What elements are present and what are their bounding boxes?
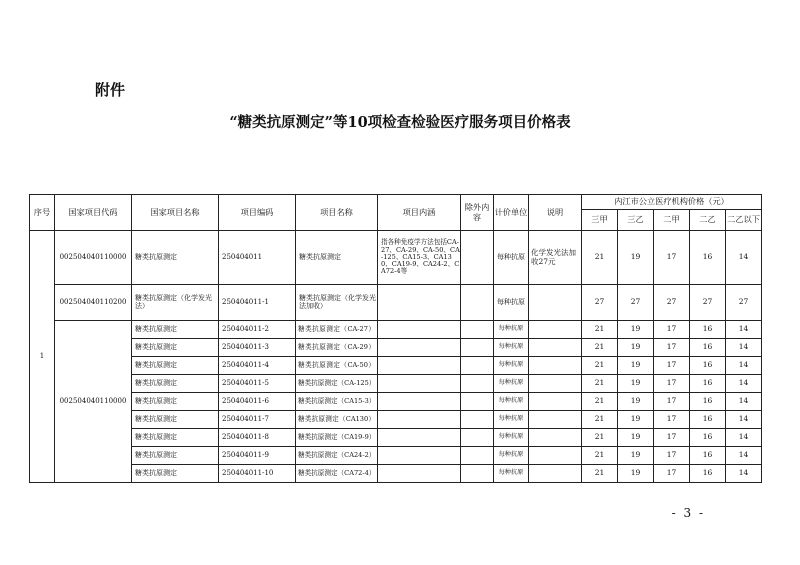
- group-national-code-cell: 002504040110000: [55, 321, 132, 483]
- price-cell: 16: [690, 375, 726, 393]
- content-cell: [378, 447, 461, 465]
- table-row: [30, 231, 762, 285]
- price-cell: 17: [654, 321, 690, 339]
- price-cell: 16: [690, 411, 726, 429]
- price-cell: 14: [726, 231, 762, 285]
- note-cell: 化学发光法加收27元: [529, 231, 582, 285]
- item-name-cell: 糖类抗原测定（CA15-3）: [296, 393, 378, 411]
- price-cell: 21: [582, 411, 618, 429]
- price-cell: 21: [582, 429, 618, 447]
- item-name-cell: 糖类抗原测定（CA-29）: [296, 339, 378, 357]
- item-code-cell: 250404011-3: [219, 339, 296, 357]
- unit-cell: 每种抗原: [494, 447, 529, 465]
- price-cell: 14: [726, 393, 762, 411]
- national-code-cell: 002504040110000: [55, 231, 132, 285]
- item-code-cell: 250404011-8: [219, 429, 296, 447]
- excluded-cell: [461, 339, 494, 357]
- table-row: [30, 339, 762, 357]
- unit-cell: 每种抗原: [494, 321, 529, 339]
- price-table: [29, 194, 762, 483]
- content-cell: 指各种免疫学方法包括CA-27、CA-29、CA-50、CA-125、CA15-3、CA130、CA19-9、CA24-2、CA72-4等: [378, 231, 461, 285]
- table-row: [30, 393, 762, 411]
- header-level-2: 三乙: [618, 210, 654, 231]
- price-cell: 19: [618, 429, 654, 447]
- item-code-cell: 250404011-9: [219, 447, 296, 465]
- national-name-cell: 糖类抗原测定: [132, 231, 219, 285]
- note-cell: [529, 429, 582, 447]
- excluded-cell: [461, 429, 494, 447]
- item-code-cell: 250404011: [219, 231, 296, 285]
- price-cell: 27: [726, 285, 762, 321]
- unit-cell: 每种抗原: [494, 429, 529, 447]
- content-cell: [378, 465, 461, 483]
- item-code-cell: 250404011-5: [219, 375, 296, 393]
- national-name-cell: 糖类抗原测定: [132, 321, 219, 339]
- item-code-cell: 250404011-6: [219, 393, 296, 411]
- table-row: [30, 375, 762, 393]
- item-name-cell: 糖类抗原测定（化学发光法加收）: [296, 285, 378, 321]
- note-cell: [529, 393, 582, 411]
- price-cell: 17: [654, 411, 690, 429]
- header-unit: 计价单位: [494, 195, 529, 231]
- price-cell: 17: [654, 375, 690, 393]
- price-cell: 14: [726, 321, 762, 339]
- content-cell: [378, 285, 461, 321]
- content-cell: [378, 411, 461, 429]
- unit-cell: 每种抗原: [494, 231, 529, 285]
- price-cell: 19: [618, 321, 654, 339]
- price-cell: 16: [690, 339, 726, 357]
- national-name-cell: 糖类抗原测定: [132, 357, 219, 375]
- item-name-cell: 糖类抗原测定（CA24-2）: [296, 447, 378, 465]
- excluded-cell: [461, 447, 494, 465]
- note-cell: [529, 321, 582, 339]
- price-cell: 17: [654, 339, 690, 357]
- header-content: 项目内涵: [378, 195, 461, 231]
- price-cell: 21: [582, 375, 618, 393]
- price-cell: 17: [654, 357, 690, 375]
- table-row: [30, 447, 762, 465]
- price-cell: 19: [618, 339, 654, 357]
- header-note: 说明: [529, 195, 582, 231]
- price-cell: 19: [618, 357, 654, 375]
- header-national-code: 国家项目代码: [55, 195, 132, 231]
- price-cell: 17: [654, 447, 690, 465]
- price-cell: 14: [726, 375, 762, 393]
- item-name-cell: 糖类抗原测定（CA72-4）: [296, 465, 378, 483]
- note-cell: [529, 375, 582, 393]
- table-row: [30, 411, 762, 429]
- header-level-4: 二乙: [690, 210, 726, 231]
- note-cell: [529, 285, 582, 321]
- national-code-cell: 002504040110200: [55, 285, 132, 321]
- item-code-cell: 250404011-10: [219, 465, 296, 483]
- excluded-cell: [461, 285, 494, 321]
- price-cell: 21: [582, 339, 618, 357]
- page-number: - 3 -: [671, 506, 705, 520]
- content-cell: [378, 429, 461, 447]
- header-national-name: 国家项目名称: [132, 195, 219, 231]
- price-cell: 16: [690, 357, 726, 375]
- price-cell: 27: [654, 285, 690, 321]
- note-cell: [529, 447, 582, 465]
- price-cell: 16: [690, 465, 726, 483]
- unit-cell: 每种抗原: [494, 357, 529, 375]
- price-cell: 21: [582, 321, 618, 339]
- excluded-cell: [461, 231, 494, 285]
- price-cell: 17: [654, 393, 690, 411]
- price-cell: 14: [726, 339, 762, 357]
- excluded-cell: [461, 411, 494, 429]
- item-name-cell: 糖类抗原测定: [296, 231, 378, 285]
- unit-cell: 每种抗原: [494, 393, 529, 411]
- price-cell: 21: [582, 447, 618, 465]
- price-cell: 17: [654, 465, 690, 483]
- price-cell: 19: [618, 393, 654, 411]
- price-cell: 14: [726, 429, 762, 447]
- note-cell: [529, 411, 582, 429]
- header-item-name: 项目名称: [296, 195, 378, 231]
- content-cell: [378, 339, 461, 357]
- price-cell: 27: [690, 285, 726, 321]
- header-level-1: 三甲: [582, 210, 618, 231]
- item-code-cell: 250404011-4: [219, 357, 296, 375]
- excluded-cell: [461, 393, 494, 411]
- price-cell: 16: [690, 447, 726, 465]
- national-name-cell: 糖类抗原测定: [132, 339, 219, 357]
- excluded-cell: [461, 375, 494, 393]
- price-cell: 14: [726, 465, 762, 483]
- unit-cell: 每种抗原: [494, 465, 529, 483]
- excluded-cell: [461, 357, 494, 375]
- item-name-cell: 糖类抗原测定（CA130）: [296, 411, 378, 429]
- price-cell: 19: [618, 447, 654, 465]
- item-code-cell: 250404011-2: [219, 321, 296, 339]
- item-code-cell: 250404011-7: [219, 411, 296, 429]
- header-excluded: 除外内容: [461, 195, 494, 231]
- price-cell: 21: [582, 465, 618, 483]
- item-name-cell: 糖类抗原测定（CA19-9）: [296, 429, 378, 447]
- table-row: [30, 285, 762, 321]
- price-cell: 14: [726, 357, 762, 375]
- table-row: [30, 321, 762, 339]
- unit-cell: 每种抗原: [494, 339, 529, 357]
- content-cell: [378, 393, 461, 411]
- price-cell: 19: [618, 231, 654, 285]
- header-item-code: 项目编码: [219, 195, 296, 231]
- price-cell: 17: [654, 231, 690, 285]
- price-cell: 21: [582, 231, 618, 285]
- table-row: [30, 357, 762, 375]
- item-code-cell: 250404011-1: [219, 285, 296, 321]
- unit-cell: 每种抗原: [494, 285, 529, 321]
- excluded-cell: [461, 465, 494, 483]
- price-cell: 19: [618, 465, 654, 483]
- item-name-cell: 糖类抗原测定（CA-27）: [296, 321, 378, 339]
- price-cell: 16: [690, 393, 726, 411]
- national-name-cell: 糖类抗原测定: [132, 429, 219, 447]
- page-title: “糖类抗原测定”等10项检查检验医疗服务项目价格表: [229, 114, 571, 131]
- item-name-cell: 糖类抗原测定（CA-125）: [296, 375, 378, 393]
- note-cell: [529, 465, 582, 483]
- price-cell: 16: [690, 429, 726, 447]
- header-level-5: 二乙以下: [726, 210, 762, 231]
- header-seq: 序号: [30, 195, 55, 231]
- header-price-group: 内江市公立医疗机构价格（元）: [582, 195, 762, 210]
- note-cell: [529, 357, 582, 375]
- price-cell: 17: [654, 429, 690, 447]
- national-name-cell: 糖类抗原测定: [132, 447, 219, 465]
- national-name-cell: 糖类抗原测定: [132, 375, 219, 393]
- price-cell: 16: [690, 231, 726, 285]
- attachment-label: 附件: [95, 81, 126, 99]
- unit-cell: 每种抗原: [494, 411, 529, 429]
- price-cell: 19: [618, 375, 654, 393]
- header-level-3: 二甲: [654, 210, 690, 231]
- table-row: [30, 465, 762, 483]
- price-cell: 21: [582, 357, 618, 375]
- price-cell: 21: [582, 393, 618, 411]
- unit-cell: 每种抗原: [494, 375, 529, 393]
- content-cell: [378, 321, 461, 339]
- note-cell: [529, 339, 582, 357]
- price-cell: 14: [726, 447, 762, 465]
- price-cell: 16: [690, 321, 726, 339]
- national-name-cell: 糖类抗原测定: [132, 393, 219, 411]
- national-name-cell: 糖类抗原测定（化学发光法）: [132, 285, 219, 321]
- table-row: [30, 429, 762, 447]
- content-cell: [378, 375, 461, 393]
- price-cell: 19: [618, 411, 654, 429]
- price-cell: 27: [582, 285, 618, 321]
- item-name-cell: 糖类抗原测定（CA-50）: [296, 357, 378, 375]
- excluded-cell: [461, 321, 494, 339]
- seq-cell: 1: [30, 231, 55, 483]
- national-name-cell: 糖类抗原测定: [132, 465, 219, 483]
- price-cell: 14: [726, 411, 762, 429]
- national-name-cell: 糖类抗原测定: [132, 411, 219, 429]
- price-cell: 27: [618, 285, 654, 321]
- content-cell: [378, 357, 461, 375]
